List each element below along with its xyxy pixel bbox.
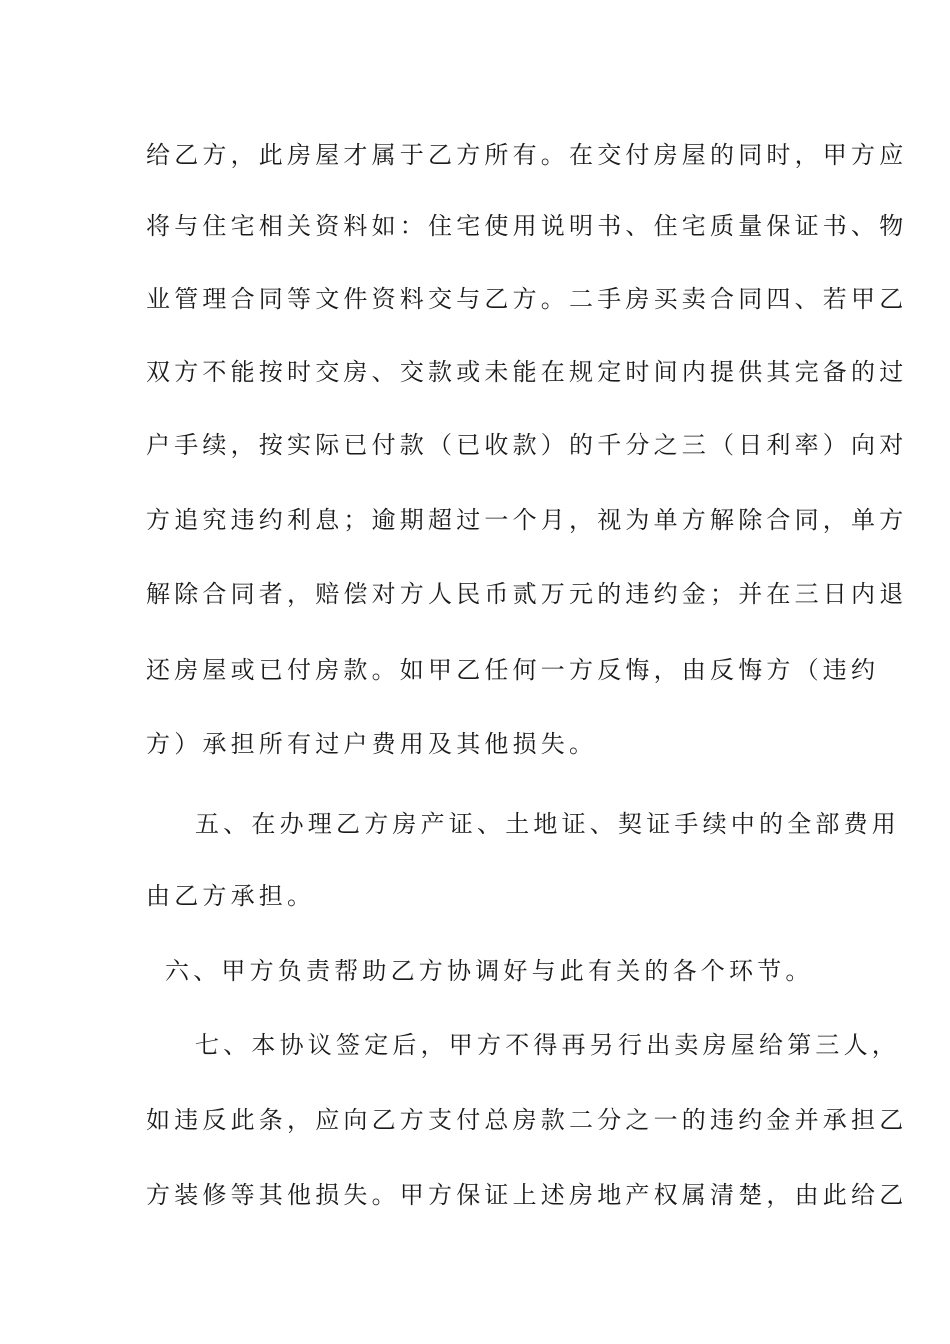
text-line-4: 双方不能按时交房、交款或未能在规定时间内提供其完备的过 xyxy=(146,358,908,386)
text-line-9: 方）承担所有过户费用及其他损失。 xyxy=(146,730,598,758)
clause-seven-line-3: 方装修等其他损失。甲方保证上述房地产权属清楚，由此给乙 xyxy=(146,1181,908,1209)
text-line-7: 解除合同者，赔偿对方人民币贰万元的违约金；并在三日内退 xyxy=(146,580,908,608)
clause-five-line-1: 五、在办理乙方房产证、土地证、契证手续中的全部费用 xyxy=(195,810,900,838)
text-line-1: 给乙方，此房屋才属于乙方所有。在交付房屋的同时，甲方应 xyxy=(146,141,908,169)
text-line-8: 还房屋或已付房款。如甲乙任何一方反悔，由反悔方（违约 xyxy=(146,656,880,684)
clause-seven-line-2: 如违反此条，应向乙方支付总房款二分之一的违约金并承担乙 xyxy=(146,1106,908,1134)
text-line-2: 将与住宅相关资料如：住宅使用说明书、住宅质量保证书、物 xyxy=(146,212,908,240)
clause-six-line-1: 六、甲方负责帮助乙方协调好与此有关的各个环节。 xyxy=(165,957,814,985)
text-line-3: 业管理合同等文件资料交与乙方。二手房买卖合同四、若甲乙 xyxy=(146,285,908,313)
text-line-6: 方追究违约利息；逾期超过一个月，视为单方解除合同，单方 xyxy=(146,506,908,534)
clause-seven-line-1: 七、本协议签定后，甲方不得再另行出卖房屋给第三人， xyxy=(195,1031,900,1059)
clause-five-line-2: 由乙方承担。 xyxy=(146,882,316,910)
text-line-5: 户手续，按实际已付款（已收款）的千分之三（日利率）向对 xyxy=(146,431,908,459)
